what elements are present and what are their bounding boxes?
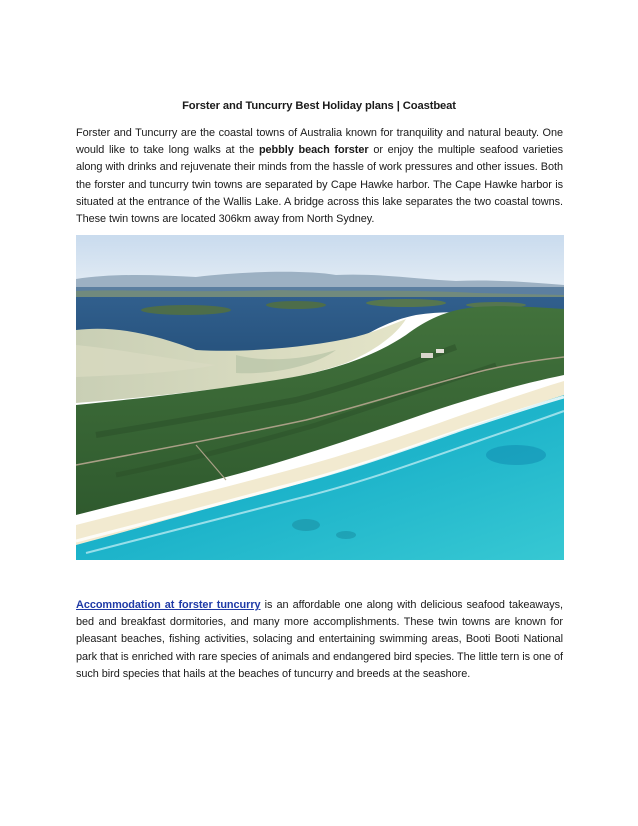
- accommodation-text: is an affordable one along with delicious seafood takeaways, bed and breakfast dormitories, and many more accomplishments. These twin towns are known for pleasant beaches, fishing activities, solacing and entertaining swimming areas, Booti Booti National park that is enriched with rare species of animals and endangered bird species. The little tern is one of such bird species that hails at the beaches of tuncurry and breeds at the seashore.: [76, 599, 563, 680]
- lake-island: [366, 299, 446, 307]
- aerial-coastline-photo: [76, 235, 564, 560]
- document-title: Forster and Tuncurry Best Holiday plans | Coastbeat: [182, 100, 456, 112]
- reef-patch: [336, 531, 356, 539]
- deep-water: [486, 445, 546, 465]
- photo-illustration: [76, 235, 564, 560]
- reef-patch: [292, 519, 320, 531]
- intro-text-part1: Forster and Tuncurry are the coastal towns of Australia known for tranquility and natural beauty. One would like to take long walks at the: [76, 127, 563, 157]
- lake-island: [266, 301, 326, 309]
- intro-text-part2: or enjoy the multiple seafood varieties along with drinks and rejuvenate their minds from the hassle of work pressures and other issues. Both the forster and tuncurry twin towns are separated by Cape Hawke harbor. The Cape Hawke harbor is situated at the entrance of the Wallis Lake. A bridge across this lake separates the two coastal towns. These twin towns are located 306km away from North Sydney.: [76, 144, 563, 226]
- buildings: [436, 349, 444, 353]
- accommodation-paragraph: [76, 597, 563, 683]
- lake-island: [141, 305, 231, 315]
- intro-bold-phrase: pebbly beach forster: [258, 144, 369, 157]
- intro-paragraph: [76, 125, 563, 228]
- accommodation-link[interactable]: Accommodation at forster tuncurry: [76, 599, 261, 611]
- buildings: [421, 353, 433, 358]
